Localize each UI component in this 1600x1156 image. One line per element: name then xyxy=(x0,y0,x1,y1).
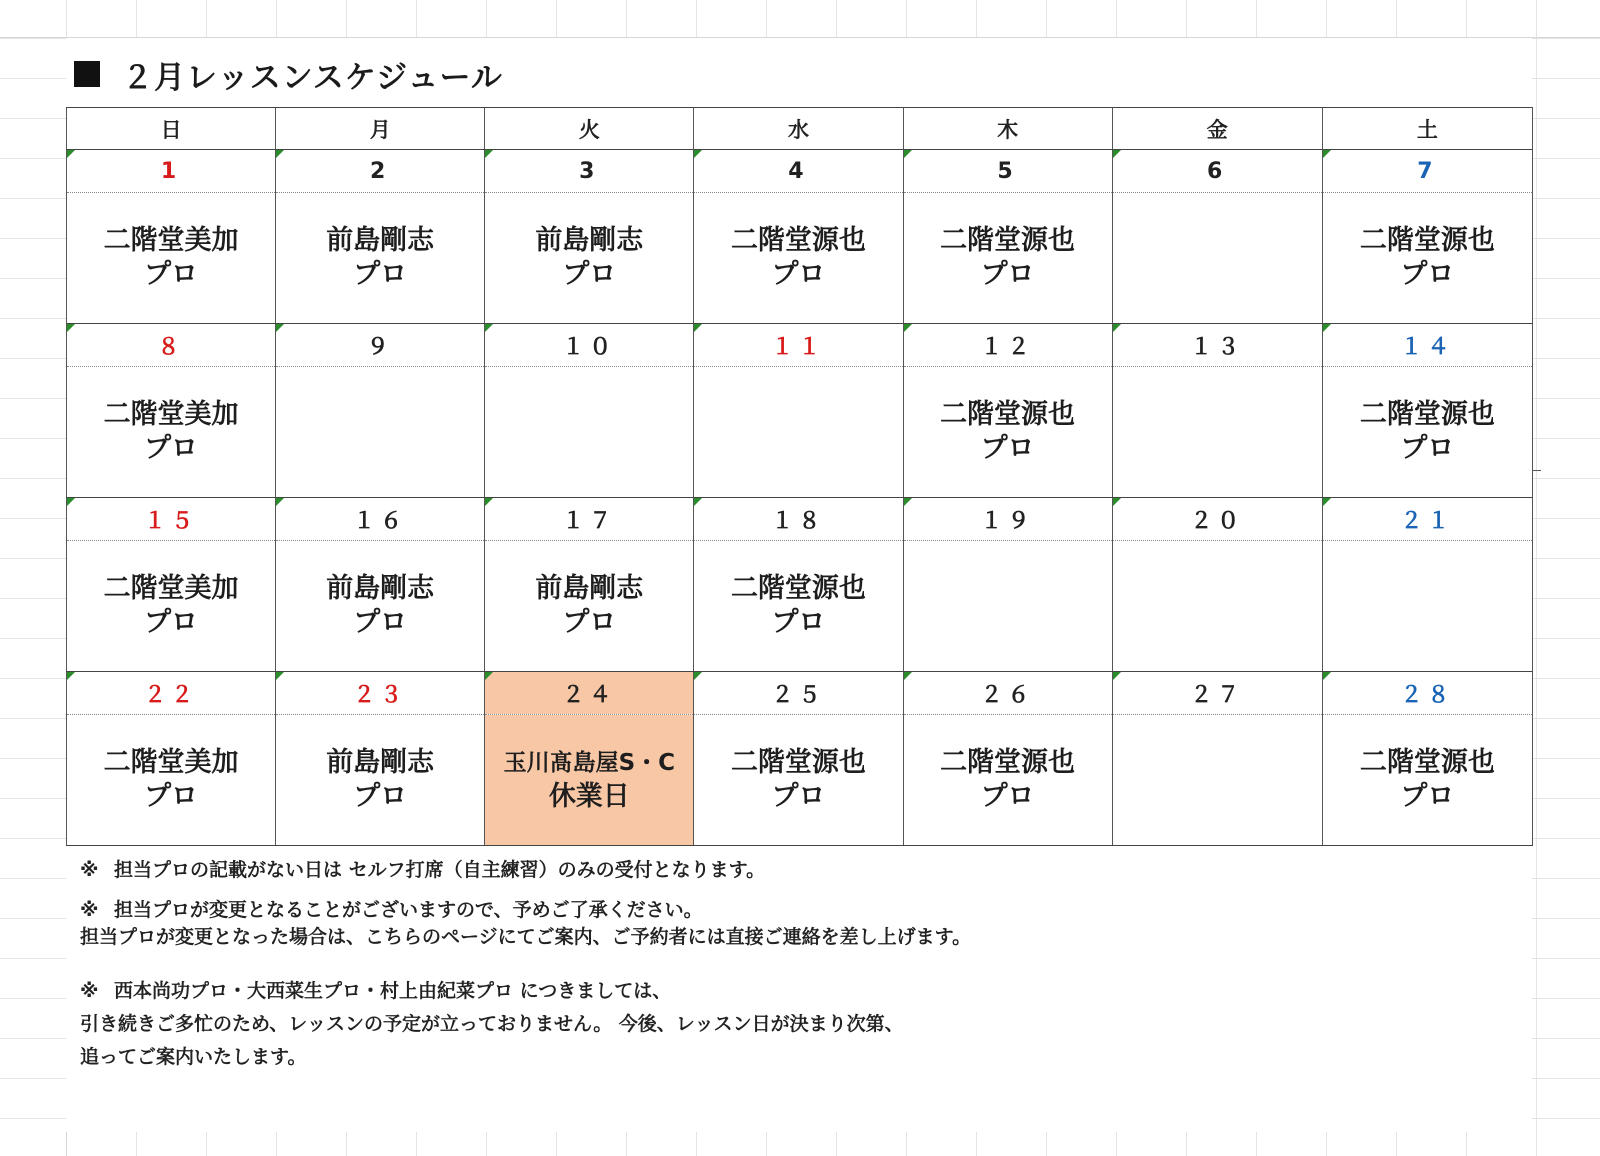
date-number: ２０ xyxy=(1190,508,1245,534)
date-cell[interactable] xyxy=(67,672,276,715)
week-2-dates xyxy=(67,324,1533,367)
date-cell[interactable] xyxy=(694,324,903,367)
corner-marker xyxy=(904,672,912,680)
lesson-cell[interactable] xyxy=(1322,193,1532,324)
corner-marker xyxy=(1113,150,1121,158)
instructor-suffix: プロ xyxy=(144,607,199,638)
corner-marker xyxy=(1323,150,1331,158)
weekday-wed: 水 xyxy=(694,108,903,150)
corner-marker xyxy=(485,498,493,506)
note-mark: ※ xyxy=(80,980,99,1002)
date-number: 2 xyxy=(370,158,391,184)
date-cell[interactable] xyxy=(67,498,276,541)
note-text: 担当プロが変更となることがございますので、予めご了承ください。 xyxy=(114,899,703,921)
date-cell[interactable] xyxy=(276,672,485,715)
holiday-label: 休業日 xyxy=(548,781,630,812)
instructor-suffix: プロ xyxy=(980,433,1035,464)
note-pending-detail-1 xyxy=(80,1009,904,1036)
date-number: １９ xyxy=(980,508,1035,534)
instructor-suffix: プロ xyxy=(980,259,1035,290)
date-number: １０ xyxy=(562,334,617,360)
date-cell[interactable] xyxy=(1112,672,1322,715)
corner-marker xyxy=(694,498,702,506)
lesson-cell[interactable] xyxy=(1112,193,1322,324)
instructor-suffix: プロ xyxy=(562,607,617,638)
lesson-cell[interactable] xyxy=(1112,715,1322,846)
date-number: １８ xyxy=(771,508,826,534)
corner-marker xyxy=(694,324,702,332)
lesson-cell[interactable] xyxy=(903,367,1112,498)
note-text: 引き続きご多忙のため、レッスンの予定が立っておりません。 今後、レッスン日が決まり次第、 xyxy=(80,1013,904,1035)
date-cell[interactable] xyxy=(694,498,903,541)
corner-marker xyxy=(276,672,284,680)
corner-marker xyxy=(485,672,493,680)
note-text: 担当プロが変更となった場合は、こちらのページにてご案内、ご予約者には直接ご連絡を差し上げます。 xyxy=(80,926,972,948)
lesson-cell[interactable] xyxy=(276,541,485,672)
date-cell[interactable] xyxy=(694,672,903,715)
date-number: １２ xyxy=(980,334,1035,360)
lesson-cell[interactable] xyxy=(276,367,485,498)
lesson-cell[interactable] xyxy=(903,541,1112,672)
instructor-name: 二階堂源也 xyxy=(1359,747,1495,778)
instructor-suffix: プロ xyxy=(144,259,199,290)
instructor-suffix: プロ xyxy=(353,607,408,638)
lesson-cell[interactable] xyxy=(276,715,485,846)
instructor-name: 前島剛志 xyxy=(535,225,644,256)
instructor-name: 二階堂源也 xyxy=(940,225,1076,256)
holiday-store-name: 玉川髙島屋S・C xyxy=(503,750,676,776)
instructor-name: 二階堂源也 xyxy=(1359,225,1495,256)
lesson-cell[interactable] xyxy=(903,715,1112,846)
date-number: 3 xyxy=(579,158,600,184)
instructor-suffix: プロ xyxy=(1400,433,1455,464)
date-number: ９ xyxy=(366,334,394,360)
stray-dash xyxy=(1533,470,1541,471)
lesson-cell[interactable] xyxy=(276,193,485,324)
instructor-name: 前島剛志 xyxy=(326,747,435,778)
lesson-cell[interactable] xyxy=(67,367,276,498)
corner-marker xyxy=(485,150,493,158)
note-mark: ※ xyxy=(80,899,99,921)
instructor-suffix: プロ xyxy=(353,781,408,812)
instructor-suffix: プロ xyxy=(771,607,826,638)
corner-marker xyxy=(904,498,912,506)
lesson-cell[interactable] xyxy=(694,367,903,498)
date-number: １１ xyxy=(771,334,826,360)
corner-marker xyxy=(904,324,912,332)
instructor-name: 二階堂美加 xyxy=(103,225,239,256)
date-cell-holiday[interactable] xyxy=(485,672,694,715)
instructor-suffix: プロ xyxy=(980,781,1035,812)
date-cell[interactable] xyxy=(485,324,694,367)
note-pending-instructors xyxy=(80,976,671,1003)
instructor-suffix: プロ xyxy=(144,781,199,812)
date-cell[interactable] xyxy=(1112,498,1322,541)
corner-marker xyxy=(1113,672,1121,680)
corner-marker xyxy=(276,498,284,506)
date-number: ８ xyxy=(157,334,185,360)
week-2-lessons xyxy=(67,367,1533,498)
title-text: ２月レッスンスケジュール xyxy=(122,59,503,96)
lesson-cell[interactable] xyxy=(485,541,694,672)
instructor-name: 二階堂美加 xyxy=(103,573,239,604)
corner-marker xyxy=(1113,498,1121,506)
week-1-lessons xyxy=(67,193,1533,324)
date-number: １７ xyxy=(562,508,617,534)
lesson-cell[interactable] xyxy=(1322,715,1532,846)
lesson-cell[interactable] xyxy=(485,367,694,498)
instructor-name: 二階堂美加 xyxy=(103,747,239,778)
week-4-lessons xyxy=(67,715,1533,846)
weekday-sun: 日 xyxy=(67,108,276,150)
date-number: 5 xyxy=(997,158,1018,184)
lesson-cell[interactable] xyxy=(1322,367,1532,498)
date-cell[interactable] xyxy=(67,324,276,367)
date-cell[interactable] xyxy=(1322,150,1532,193)
instructor-name: 前島剛志 xyxy=(535,573,644,604)
date-cell[interactable] xyxy=(276,324,485,367)
corner-marker xyxy=(67,498,75,506)
instructor-name: 二階堂源也 xyxy=(1359,399,1495,430)
date-cell[interactable] xyxy=(903,150,1112,193)
date-number: １４ xyxy=(1400,334,1455,360)
date-number: 7 xyxy=(1417,158,1438,184)
instructor-name: 前島剛志 xyxy=(326,573,435,604)
corner-marker xyxy=(694,672,702,680)
corner-marker xyxy=(67,324,75,332)
corner-marker xyxy=(276,150,284,158)
holiday-cell[interactable] xyxy=(485,715,694,846)
page-title xyxy=(74,52,503,96)
note-instructor-change xyxy=(80,895,703,922)
lesson-cell[interactable] xyxy=(67,715,276,846)
week-3-dates xyxy=(67,498,1533,541)
date-number: ２６ xyxy=(980,682,1035,708)
lesson-cell[interactable] xyxy=(1322,541,1532,672)
note-text: 追ってご案内いたします。 xyxy=(80,1046,307,1068)
date-number: ２５ xyxy=(771,682,826,708)
note-instructor-change-detail xyxy=(80,922,971,949)
date-number: ２３ xyxy=(353,682,408,708)
date-number: ２１ xyxy=(1400,508,1455,534)
corner-marker xyxy=(67,150,75,158)
lesson-cell[interactable] xyxy=(903,193,1112,324)
instructor-name: 二階堂源也 xyxy=(730,747,866,778)
date-number: １５ xyxy=(144,508,199,534)
instructor-name: 二階堂源也 xyxy=(940,399,1076,430)
corner-marker xyxy=(694,150,702,158)
note-mark: ※ xyxy=(80,859,99,881)
lesson-cell[interactable] xyxy=(67,193,276,324)
date-cell[interactable] xyxy=(1322,324,1532,367)
weekday-mon: 月 xyxy=(276,108,485,150)
date-cell[interactable] xyxy=(276,498,485,541)
date-cell[interactable] xyxy=(276,150,485,193)
lesson-cell[interactable] xyxy=(694,193,903,324)
weekday-tue: 火 xyxy=(485,108,694,150)
date-number: ２８ xyxy=(1400,682,1455,708)
schedule-calendar xyxy=(66,107,1533,846)
lesson-cell[interactable] xyxy=(694,541,903,672)
instructor-name: 二階堂美加 xyxy=(103,399,239,430)
date-number: １６ xyxy=(353,508,408,534)
weekday-header-row xyxy=(67,108,1533,150)
instructor-name: 前島剛志 xyxy=(326,225,435,256)
date-cell[interactable] xyxy=(903,324,1112,367)
date-number: 1 xyxy=(160,158,182,184)
date-cell[interactable] xyxy=(1322,498,1532,541)
instructor-suffix: プロ xyxy=(353,259,408,290)
date-number: ２７ xyxy=(1190,682,1245,708)
weekday-thu: 木 xyxy=(903,108,1112,150)
date-number: ２４ xyxy=(562,682,617,708)
corner-marker xyxy=(276,324,284,332)
date-cell[interactable] xyxy=(694,150,903,193)
instructor-suffix: プロ xyxy=(1400,781,1455,812)
lesson-cell[interactable] xyxy=(485,193,694,324)
corner-marker xyxy=(1323,672,1331,680)
instructor-suffix: プロ xyxy=(144,433,199,464)
date-cell[interactable] xyxy=(903,498,1112,541)
corner-marker xyxy=(485,324,493,332)
date-cell[interactable] xyxy=(485,498,694,541)
corner-marker xyxy=(67,672,75,680)
week-3-lessons xyxy=(67,541,1533,672)
date-number: 6 xyxy=(1207,158,1228,184)
corner-marker xyxy=(1323,324,1331,332)
corner-marker xyxy=(1323,498,1331,506)
week-1-dates xyxy=(67,150,1533,193)
corner-marker xyxy=(1113,324,1121,332)
instructor-suffix: プロ xyxy=(1400,259,1455,290)
date-cell[interactable] xyxy=(903,672,1112,715)
instructor-suffix: プロ xyxy=(771,259,826,290)
black-square-icon xyxy=(74,61,100,87)
lesson-cell[interactable] xyxy=(1112,367,1322,498)
week-4-dates xyxy=(67,672,1533,715)
date-cell[interactable] xyxy=(1322,672,1532,715)
lesson-cell[interactable] xyxy=(694,715,903,846)
note-pending-detail-2 xyxy=(80,1042,306,1069)
date-cell[interactable] xyxy=(485,150,694,193)
weekday-sat: 土 xyxy=(1322,108,1532,150)
lesson-cell[interactable] xyxy=(67,541,276,672)
date-number: 4 xyxy=(788,158,809,184)
date-cell[interactable] xyxy=(1112,324,1322,367)
lesson-cell[interactable] xyxy=(1112,541,1322,672)
note-self-practice xyxy=(80,855,765,882)
date-cell[interactable] xyxy=(67,150,276,193)
instructor-name: 二階堂源也 xyxy=(730,573,866,604)
instructor-name: 二階堂源也 xyxy=(730,225,866,256)
note-text: 担当プロの記載がない日は セルフ打席（自主練習）のみの受付となります。 xyxy=(114,859,766,881)
instructor-name: 二階堂源也 xyxy=(940,747,1076,778)
date-number: １３ xyxy=(1190,334,1245,360)
instructor-suffix: プロ xyxy=(562,259,617,290)
note-text: 西本尚功プロ・大西菜生プロ・村上由紀菜プロ につきましては、 xyxy=(114,980,672,1002)
weekday-fri: 金 xyxy=(1112,108,1322,150)
date-number: ２２ xyxy=(144,682,199,708)
instructor-suffix: プロ xyxy=(771,781,826,812)
corner-marker xyxy=(904,150,912,158)
date-cell[interactable] xyxy=(1112,150,1322,193)
